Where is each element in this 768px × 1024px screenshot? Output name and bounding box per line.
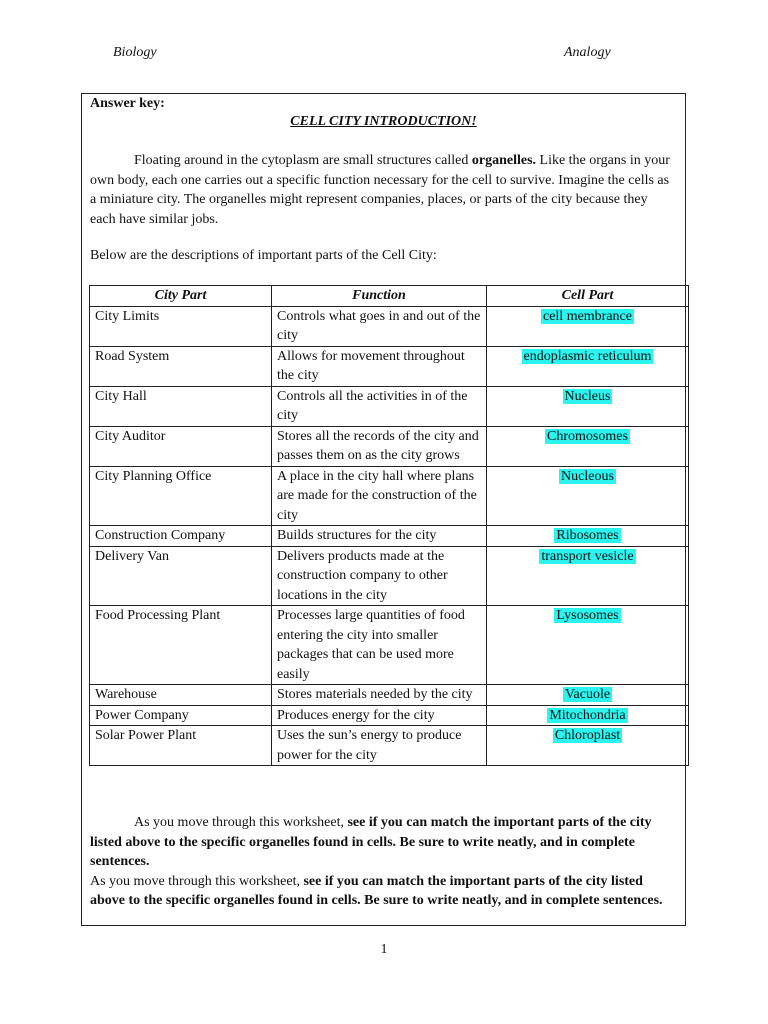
table-row [90,526,689,547]
cell-city-table [89,285,689,766]
city-part-cell: Solar Power Plant [90,726,272,766]
table-row [90,346,689,386]
table-row [90,426,689,466]
page-title: CELL CITY INTRODUCTION! [290,114,477,129]
instructions-bold-text: see if you can match the important parts of the city listed above to the specific organelles found in cells. Be sure to write neatly, and in complete sentences. [90,873,663,908]
city-part-cell: Power Company [90,705,272,726]
cell-part-answer: Nucleous [561,468,614,484]
instructions-text: As you move through this worksheet, [90,873,304,889]
page-number: 1 [380,942,388,957]
cell-part-cell [487,386,689,426]
table-row [90,606,689,685]
cell-part-answer: Vacuole [564,687,611,702]
instructions-paragraph-repeat [90,872,675,911]
cell-part-cell [487,426,689,466]
header-subject: Biology [113,45,157,60]
instructions-text: As you move through this worksheet, [134,815,348,830]
cell-part-cell [487,466,689,526]
city-part-cell: City Auditor [90,426,272,466]
closing-instructions [90,813,675,911]
instructions-paragraph [90,813,675,872]
answer-key-label: Answer key: [90,96,165,111]
cell-part-answer: Ribosomes [556,528,619,543]
cell-part-answer: transport vesicle [541,548,634,564]
cell-part-cell [487,726,689,766]
cell-part-cell [487,306,689,346]
function-cell: Allows for movement throughout the city [272,346,487,386]
cell-part-answer: Nucleus [564,388,611,404]
table-row [90,386,689,426]
cell-part-answer: Chloroplast [554,728,621,743]
city-part-cell: City Planning Office [90,466,272,526]
function-cell: Processes large quantities of food entering the city into smaller packages that can be used more easily [272,606,487,685]
function-cell: Uses the sun’s energy to produce power for the city [272,726,487,766]
function-cell: Controls all the activities in of the city [272,386,487,426]
function-cell: Delivers products made at the construction company to other locations in the city [272,546,487,606]
instructions-bold-text: see if you can match the important parts of the city listed above to the specific organelles found in cells. Be sure to write neatly, and in complete sentences. [90,815,652,869]
function-cell: Builds structures for the city [272,526,487,547]
cell-part-answer: endoplasmic reticulum [523,348,652,364]
function-cell: Produces energy for the city [272,705,487,726]
table-row [90,685,689,706]
worksheet-frame [81,93,686,926]
cell-part-cell [487,685,689,706]
cell-part-answer: Chromosomes [547,428,628,444]
column-header-function: Function [272,286,487,307]
cell-part-answer: Mitochondria [549,707,626,723]
table-row [90,705,689,726]
city-part-cell: City Limits [90,306,272,346]
table-row [90,466,689,526]
cell-part-cell [487,606,689,685]
intro-paragraph [90,151,675,229]
city-part-cell: Food Processing Plant [90,606,272,685]
city-part-cell: Construction Company [90,526,272,547]
table-row [90,546,689,606]
function-cell: A place in the city hall where plans are made for the construction of the city [272,466,487,526]
table-intro-text: Below are the descriptions of important parts of the Cell City: [90,248,437,263]
cell-part-cell [487,705,689,726]
cell-part-cell [487,346,689,386]
header-topic: Analogy [564,45,611,60]
city-part-cell: City Hall [90,386,272,426]
column-header-city-part: City Part [90,286,272,307]
table-header-row [90,286,689,307]
table-row [90,306,689,346]
intro-bold-term: organelles. [471,153,537,168]
city-part-cell: Road System [90,346,272,386]
function-cell: Stores materials needed by the city [272,685,487,706]
intro-text-start: Floating around in the cytoplasm are small structures called [134,153,472,168]
cell-part-cell [487,526,689,547]
city-part-cell: Delivery Van [90,546,272,606]
cell-part-cell [487,546,689,606]
city-part-cell: Warehouse [90,685,272,706]
table-row [90,726,689,766]
cell-part-answer: cell membrance [542,308,632,324]
cell-part-answer: Lysosomes [556,608,619,623]
function-cell: Stores all the records of the city and passes them on as the city grows [272,426,487,466]
intro-text-rest: Like the organs in your own body, each one carries out a specific function necessary for the cell to survive. Imagine the cells as a miniature city. The organelles might represent companies, places, or parts of the city because they each have similar jobs. [90,153,670,227]
column-header-cell-part: Cell Part [487,286,689,307]
function-cell: Controls what goes in and out of the city [272,306,487,346]
